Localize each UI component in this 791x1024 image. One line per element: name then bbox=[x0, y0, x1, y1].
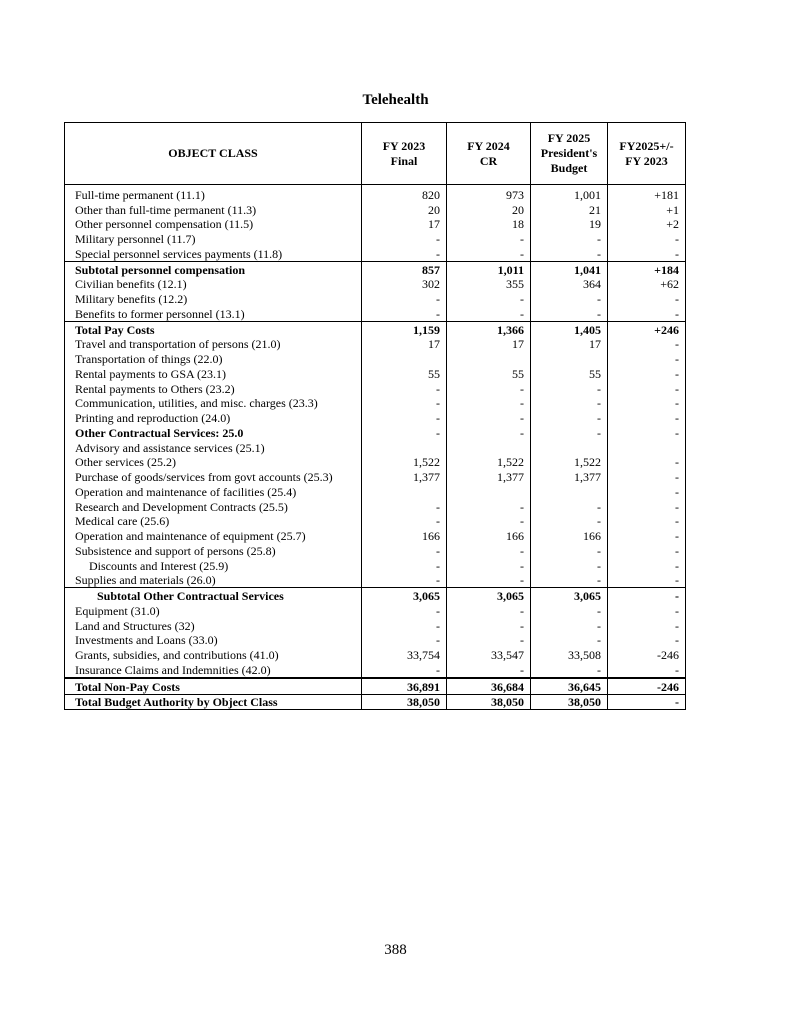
table-cell-value: - bbox=[447, 396, 531, 411]
table-cell-value: 857 bbox=[362, 261, 447, 276]
table-row bbox=[65, 499, 686, 514]
header-object-class bbox=[65, 123, 362, 185]
table-cell-value: 1,522 bbox=[531, 455, 608, 470]
table-cell-value: 36,645 bbox=[531, 678, 608, 694]
table-cell-value: - bbox=[362, 499, 447, 514]
table-cell-label: Other Contractual Services: 25.0 bbox=[65, 425, 362, 440]
table-cell-value: 1,522 bbox=[362, 455, 447, 470]
table-cell-value: - bbox=[362, 291, 447, 306]
table-cell-value: 1,377 bbox=[447, 469, 531, 484]
table-row bbox=[65, 662, 686, 678]
table-cell-value: - bbox=[362, 381, 447, 396]
table-row bbox=[65, 381, 686, 396]
table-cell-value: - bbox=[608, 231, 686, 246]
table-cell-value: - bbox=[531, 618, 608, 633]
table-row bbox=[65, 396, 686, 411]
table-cell-value: +62 bbox=[608, 277, 686, 292]
table-cell-value: - bbox=[608, 573, 686, 588]
page-number: 388 bbox=[384, 942, 407, 958]
table-cell-value: - bbox=[608, 558, 686, 573]
table-cell-value: - bbox=[362, 558, 447, 573]
table-row bbox=[65, 217, 686, 232]
table-cell-value: 19 bbox=[531, 217, 608, 232]
table-cell-value: 1,366 bbox=[447, 321, 531, 336]
table-cell-value: 973 bbox=[447, 185, 531, 202]
table-cell-value: - bbox=[608, 514, 686, 529]
table-cell-value: - bbox=[608, 381, 686, 396]
table-cell-label: Transportation of things (22.0) bbox=[65, 351, 362, 366]
table-row bbox=[65, 573, 686, 588]
table-cell-value: - bbox=[447, 573, 531, 588]
table-cell-value: - bbox=[608, 633, 686, 648]
header-text: OBJECT CLASS bbox=[168, 146, 258, 160]
page-title: Telehealth bbox=[362, 92, 429, 108]
table-cell-value: 17 bbox=[447, 337, 531, 352]
table-cell-value bbox=[362, 440, 447, 455]
table-cell-label: Operation and maintenance of equipment (25.7) bbox=[65, 528, 362, 543]
table-cell-value: 166 bbox=[362, 528, 447, 543]
table-cell-value: +184 bbox=[608, 261, 686, 276]
table-cell-label: Purchase of goods/services from govt accounts (25.3) bbox=[65, 469, 362, 484]
table-cell-label: Total Pay Costs bbox=[65, 321, 362, 336]
table-cell-label: Advisory and assistance services (25.1) bbox=[65, 440, 362, 455]
table-cell-label: Military personnel (11.7) bbox=[65, 231, 362, 246]
table-cell-value: 355 bbox=[447, 277, 531, 292]
table-cell-value: - bbox=[447, 662, 531, 678]
table-cell-value: - bbox=[447, 633, 531, 648]
table-cell-value: - bbox=[447, 381, 531, 396]
subtotal-row bbox=[65, 261, 686, 276]
table-cell-value: - bbox=[362, 396, 447, 411]
table-cell-value: 3,065 bbox=[362, 588, 447, 603]
total-row bbox=[65, 321, 686, 336]
table-cell-label: Insurance Claims and Indemnities (42.0) bbox=[65, 662, 362, 678]
table-cell-value: - bbox=[531, 410, 608, 425]
subtotal-row bbox=[65, 588, 686, 603]
table-cell-label: Other personnel compensation (11.5) bbox=[65, 217, 362, 232]
table-cell-value: - bbox=[531, 543, 608, 558]
header-text: FY2025+/- bbox=[619, 138, 674, 153]
table-row bbox=[65, 185, 686, 202]
table-row bbox=[65, 291, 686, 306]
table-cell-value: 38,050 bbox=[362, 694, 447, 710]
table-cell-value bbox=[362, 351, 447, 366]
header-text: CR bbox=[479, 153, 498, 168]
table-row bbox=[65, 366, 686, 381]
table-cell-value: - bbox=[608, 618, 686, 633]
table-cell-value: - bbox=[362, 603, 447, 618]
table-row bbox=[65, 543, 686, 558]
table-cell-value: 364 bbox=[531, 277, 608, 292]
table-cell-value bbox=[447, 484, 531, 499]
header-text: Final bbox=[390, 153, 418, 168]
header-fy2024 bbox=[447, 123, 531, 185]
table-cell-value: - bbox=[608, 455, 686, 470]
table-cell-value: - bbox=[608, 410, 686, 425]
table-cell-value: 33,508 bbox=[531, 647, 608, 662]
table-cell-value: - bbox=[608, 291, 686, 306]
table-row bbox=[65, 469, 686, 484]
table-cell-label: Total Budget Authority by Object Class bbox=[65, 694, 362, 710]
table-cell-value bbox=[447, 440, 531, 455]
table-cell-value: 820 bbox=[362, 185, 447, 202]
table-cell-label: Total Non-Pay Costs bbox=[65, 678, 362, 694]
table-cell-value: 1,041 bbox=[531, 261, 608, 276]
table-cell-value: - bbox=[531, 633, 608, 648]
table-cell-value: 21 bbox=[531, 202, 608, 217]
section-row bbox=[65, 425, 686, 440]
total-row bbox=[65, 678, 686, 694]
table-cell-value: - bbox=[447, 306, 531, 321]
table-cell-value: 1,405 bbox=[531, 321, 608, 336]
table-cell-label: Rental payments to GSA (23.1) bbox=[65, 366, 362, 381]
table-cell-label: Equipment (31.0) bbox=[65, 603, 362, 618]
table-cell-label: Rental payments to Others (23.2) bbox=[65, 381, 362, 396]
table-cell-value: - bbox=[608, 603, 686, 618]
table-cell-label: Printing and reproduction (24.0) bbox=[65, 410, 362, 425]
table-cell-label: Land and Structures (32) bbox=[65, 618, 362, 633]
table-cell-value: - bbox=[362, 410, 447, 425]
table-cell-value: 1,159 bbox=[362, 321, 447, 336]
table-cell-value: - bbox=[531, 231, 608, 246]
table-cell-value: - bbox=[608, 306, 686, 321]
table-cell-value: - bbox=[447, 514, 531, 529]
table-cell-value: 55 bbox=[531, 366, 608, 381]
table-cell-value: +2 bbox=[608, 217, 686, 232]
table-cell-value: 1,001 bbox=[531, 185, 608, 202]
header-text: FY 2023 bbox=[625, 153, 668, 168]
table-cell-value: - bbox=[531, 603, 608, 618]
table-cell-label: Travel and transportation of persons (21.0) bbox=[65, 337, 362, 352]
table-cell-value: - bbox=[608, 484, 686, 499]
table-cell-value: - bbox=[531, 291, 608, 306]
table-cell-value: 20 bbox=[362, 202, 447, 217]
table-cell-value: 1,522 bbox=[447, 455, 531, 470]
header-text: FY 2023 bbox=[382, 138, 426, 153]
table-cell-value: 38,050 bbox=[447, 694, 531, 710]
table-cell-value: - bbox=[531, 246, 608, 261]
table-cell-value: - bbox=[531, 573, 608, 588]
table-cell-value: 3,065 bbox=[531, 588, 608, 603]
table-cell-value: 55 bbox=[447, 366, 531, 381]
table-cell-value: - bbox=[531, 499, 608, 514]
table-cell-value bbox=[447, 351, 531, 366]
table-row bbox=[65, 306, 686, 321]
table-row bbox=[65, 633, 686, 648]
table-cell-value bbox=[531, 484, 608, 499]
table-cell-label: Discounts and Interest (25.9) bbox=[65, 558, 362, 573]
table-cell-value: 17 bbox=[362, 217, 447, 232]
table-cell-value: - bbox=[608, 588, 686, 603]
table-row bbox=[65, 558, 686, 573]
table-cell-value: - bbox=[362, 246, 447, 261]
table-cell-value: - bbox=[531, 381, 608, 396]
table-cell-value: - bbox=[608, 351, 686, 366]
grand-total-row bbox=[65, 694, 686, 710]
table-cell-value: - bbox=[608, 469, 686, 484]
table-cell-value: - bbox=[608, 694, 686, 710]
table-cell-value: - bbox=[362, 662, 447, 678]
table-cell-label: Medical care (25.6) bbox=[65, 514, 362, 529]
table-cell-value bbox=[531, 440, 608, 455]
table-row bbox=[65, 231, 686, 246]
table-cell-value: - bbox=[608, 662, 686, 678]
table-cell-value: - bbox=[447, 543, 531, 558]
table-cell-label: Other than full-time permanent (11.3) bbox=[65, 202, 362, 217]
table-cell-value: - bbox=[608, 543, 686, 558]
table-header-row bbox=[65, 123, 686, 185]
table-cell-value: -246 bbox=[608, 647, 686, 662]
table-cell-value: - bbox=[362, 514, 447, 529]
table-cell-value: - bbox=[608, 396, 686, 411]
table-cell-label: Benefits to former personnel (13.1) bbox=[65, 306, 362, 321]
table-cell-value: 36,891 bbox=[362, 678, 447, 694]
table-row bbox=[65, 351, 686, 366]
table-cell-label: Full-time permanent (11.1) bbox=[65, 185, 362, 202]
table-cell-value: 166 bbox=[447, 528, 531, 543]
table-cell-label: Other services (25.2) bbox=[65, 455, 362, 470]
header-fy2023 bbox=[362, 123, 447, 185]
table-cell-label: Subsistence and support of persons (25.8) bbox=[65, 543, 362, 558]
table-cell-label: Research and Development Contracts (25.5) bbox=[65, 499, 362, 514]
table-row bbox=[65, 647, 686, 662]
table-cell-value: 17 bbox=[531, 337, 608, 352]
header-change bbox=[608, 123, 686, 185]
table-row bbox=[65, 618, 686, 633]
table-row bbox=[65, 202, 686, 217]
table-row bbox=[65, 440, 686, 455]
table-row bbox=[65, 337, 686, 352]
table-cell-value: - bbox=[531, 558, 608, 573]
table-cell-value bbox=[531, 351, 608, 366]
table-cell-value: -246 bbox=[608, 678, 686, 694]
table-cell-value: - bbox=[531, 662, 608, 678]
header-text: Budget bbox=[550, 161, 588, 175]
table-cell-value: - bbox=[447, 558, 531, 573]
table-cell-value: - bbox=[531, 514, 608, 529]
table-cell-value: +1 bbox=[608, 202, 686, 217]
table-cell-value: - bbox=[362, 618, 447, 633]
table-cell-label: Subtotal Other Contractual Services bbox=[65, 588, 362, 603]
table-cell-value: 166 bbox=[531, 528, 608, 543]
table-cell-value: - bbox=[447, 499, 531, 514]
table-row bbox=[65, 514, 686, 529]
table-cell-value: +181 bbox=[608, 185, 686, 202]
header-text: FY 2025 bbox=[547, 131, 591, 145]
table-cell-value: - bbox=[447, 291, 531, 306]
table-cell-value: - bbox=[608, 337, 686, 352]
table-cell-value: 17 bbox=[362, 337, 447, 352]
table-cell-value: - bbox=[608, 499, 686, 514]
table-cell-value: 1,011 bbox=[447, 261, 531, 276]
table-cell-value: - bbox=[447, 246, 531, 261]
table-cell-value: 20 bbox=[447, 202, 531, 217]
table-cell-value: - bbox=[447, 603, 531, 618]
table-cell-value: 36,684 bbox=[447, 678, 531, 694]
table-cell-value: 55 bbox=[362, 366, 447, 381]
table-cell-value: - bbox=[362, 573, 447, 588]
table-row bbox=[65, 455, 686, 470]
table-cell-value: - bbox=[608, 528, 686, 543]
table-cell-value: - bbox=[362, 306, 447, 321]
table-cell-value: - bbox=[608, 246, 686, 261]
table-cell-value: 302 bbox=[362, 277, 447, 292]
table-row bbox=[65, 603, 686, 618]
table-cell-value: - bbox=[608, 366, 686, 381]
table-cell-value: - bbox=[362, 231, 447, 246]
header-text: FY 2024 bbox=[467, 138, 510, 153]
table-cell-value: - bbox=[447, 410, 531, 425]
table-cell-value: - bbox=[531, 425, 608, 440]
table-cell-value: 33,754 bbox=[362, 647, 447, 662]
table-cell-value: 33,547 bbox=[447, 647, 531, 662]
table-cell-label: Subtotal personnel compensation bbox=[65, 261, 362, 276]
table-cell-value: - bbox=[531, 306, 608, 321]
table-cell-value: - bbox=[362, 543, 447, 558]
table-cell-label: Civilian benefits (12.1) bbox=[65, 277, 362, 292]
table-cell-value: - bbox=[362, 425, 447, 440]
table-cell-value: - bbox=[608, 425, 686, 440]
table-cell-value bbox=[362, 484, 447, 499]
table-cell-value: - bbox=[531, 396, 608, 411]
object-class-table bbox=[64, 122, 686, 710]
table-row bbox=[65, 277, 686, 292]
table-cell-value: - bbox=[362, 633, 447, 648]
table-cell-value: 18 bbox=[447, 217, 531, 232]
table-cell-value bbox=[608, 440, 686, 455]
table-cell-value: - bbox=[447, 231, 531, 246]
table-row bbox=[65, 246, 686, 261]
table-cell-label: Special personnel services payments (11.8) bbox=[65, 246, 362, 261]
header-fy2025 bbox=[531, 123, 608, 185]
table-cell-value: - bbox=[447, 425, 531, 440]
table-cell-label: Grants, subsidies, and contributions (41.0) bbox=[65, 647, 362, 662]
table-cell-label: Military benefits (12.2) bbox=[65, 291, 362, 306]
table-cell-label: Communication, utilities, and misc. charges (23.3) bbox=[65, 396, 362, 411]
table-cell-value: 38,050 bbox=[531, 694, 608, 710]
table-cell-value: 3,065 bbox=[447, 588, 531, 603]
table-cell-label: Operation and maintenance of facilities (25.4) bbox=[65, 484, 362, 499]
table-row bbox=[65, 410, 686, 425]
table-cell-value: 1,377 bbox=[362, 469, 447, 484]
table-row bbox=[65, 484, 686, 499]
table-cell-value: - bbox=[447, 618, 531, 633]
table-cell-value: 1,377 bbox=[531, 469, 608, 484]
header-text: President's bbox=[540, 146, 598, 160]
table-cell-label: Investments and Loans (33.0) bbox=[65, 633, 362, 648]
table-cell-value: +246 bbox=[608, 321, 686, 336]
table-row bbox=[65, 528, 686, 543]
table-cell-label: Supplies and materials (26.0) bbox=[65, 573, 362, 588]
